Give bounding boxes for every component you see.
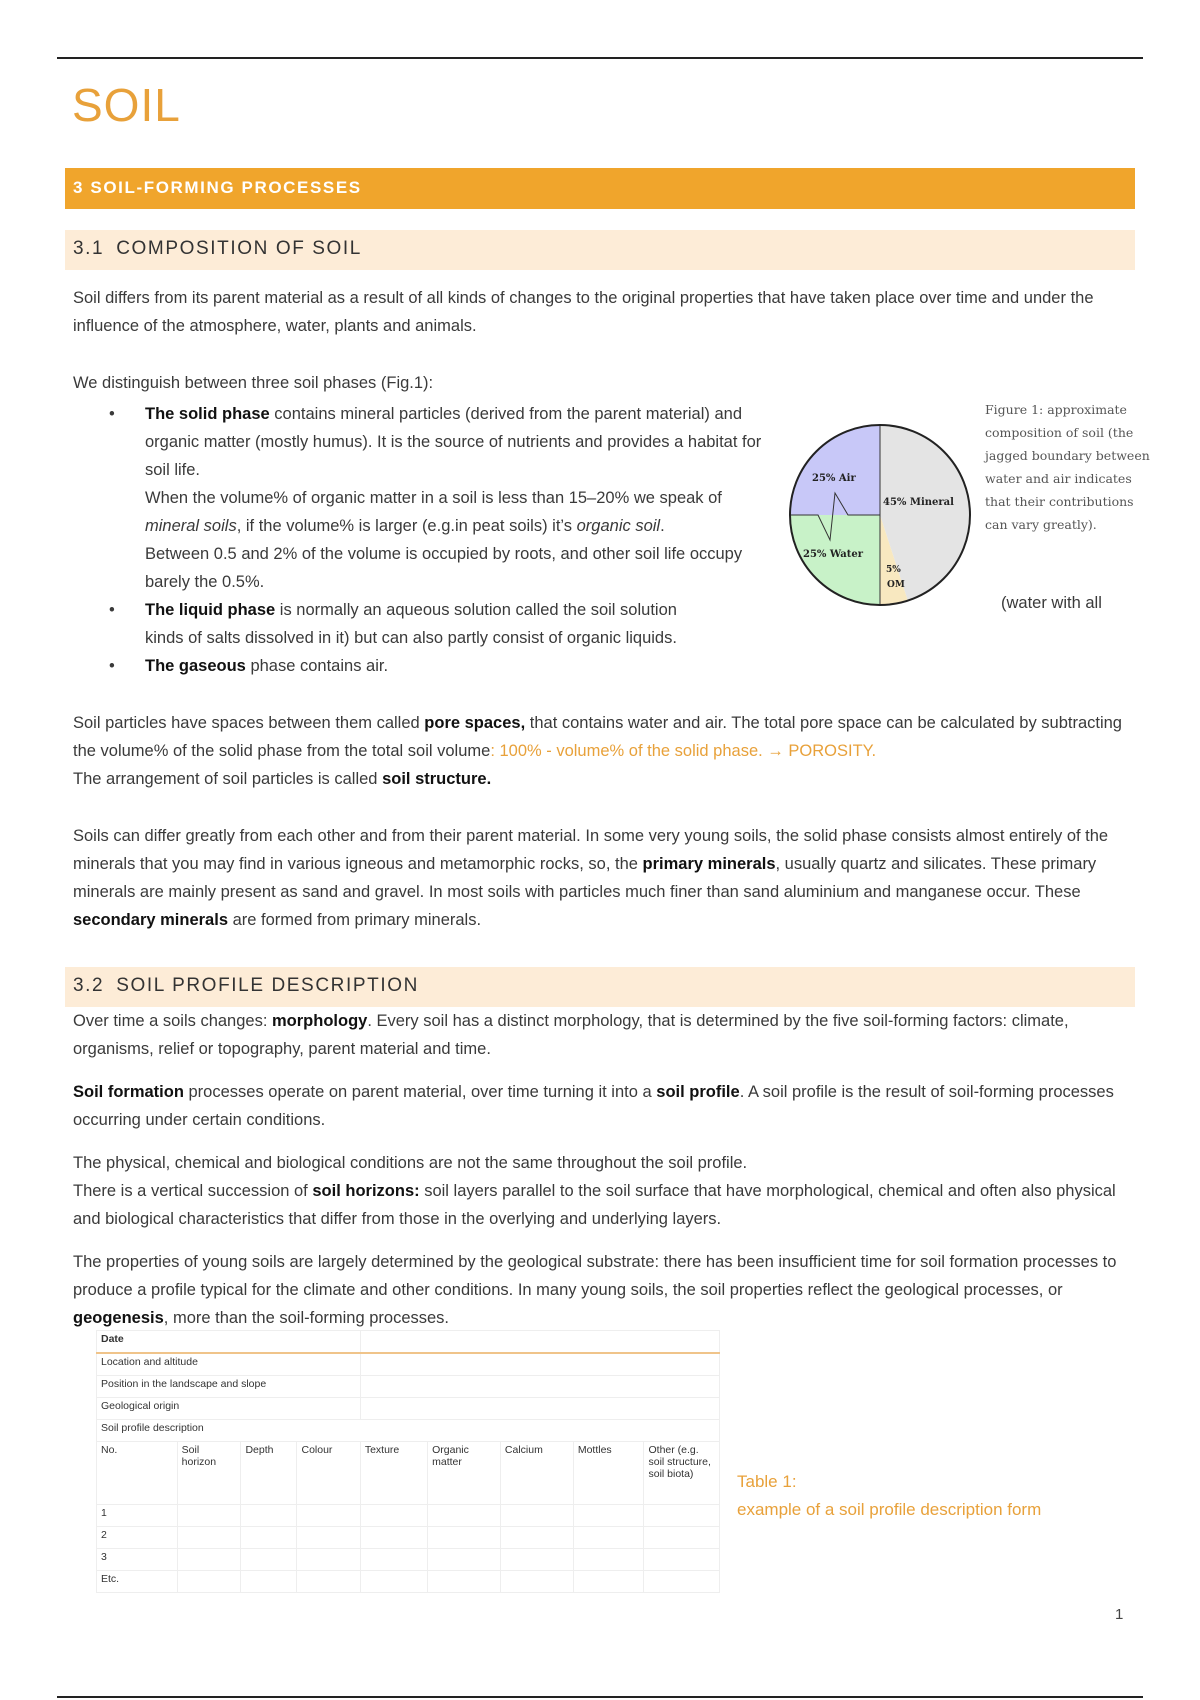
column-header: Organic matter [428, 1442, 501, 1505]
table-cell [360, 1571, 427, 1593]
liquid-phase-float-text: (water with all [1001, 594, 1102, 612]
gaseous-phase-text: phase contains air. [245, 657, 389, 675]
soil-formation-paragraph [73, 1078, 1133, 1134]
section-number: 3.2 [73, 975, 105, 996]
table-row [97, 1353, 720, 1376]
solid-phase-text: contains mineral particles (derived from the parent material) and organic matter (mostly humus). It is the source of nutrients and provides a habitat for soil life. [145, 405, 762, 479]
pore-spaces-term: pore spaces, [424, 714, 526, 732]
table-caption-title: Table 1: [737, 1472, 797, 1491]
morphology-text-b: . Every soil has a distinct morphology, that is determined by the five soil-forming factors: climate, organisms, relief or topography, parent material and time. [73, 1012, 1069, 1058]
morphology-term: morphology [272, 1012, 368, 1030]
column-header: No. [97, 1442, 178, 1505]
liquid-phase-term: The liquid phase [145, 601, 276, 619]
chapter-banner: 3 SOIL-FORMING PROCESSES [65, 168, 1135, 209]
bullet-icon: • [109, 657, 115, 675]
liquid-phase-text-2: kinds of salts dissolved in it) but can also partly consist of organic liquids. [145, 629, 677, 647]
table-cell [573, 1527, 644, 1549]
table-header-row [97, 1442, 720, 1505]
young-soils-paragraph [73, 1248, 1133, 1332]
table-cell [177, 1571, 241, 1593]
table-cell [500, 1505, 573, 1527]
column-header: Colour [297, 1442, 360, 1505]
secondary-minerals-term: secondary minerals [73, 911, 228, 929]
table-cell [644, 1571, 720, 1593]
table-row [97, 1571, 720, 1593]
solid-phase-text-3: Between 0.5 and 2% of the volume is occupied by roots, and other soil life occupy barely the 0.5%. [145, 545, 743, 591]
intro-paragraph: Soil differs from its parent material as a result of all kinds of changes to the original properties that have taken place over time and under the influence of the atmosphere, water, plants and animals. [73, 289, 1094, 335]
table-cell [177, 1505, 241, 1527]
table-cell [500, 1527, 573, 1549]
table-cell [241, 1505, 297, 1527]
page-number: 1 [1115, 1606, 1124, 1623]
pie-label-air: 25% Air [812, 473, 856, 484]
section-number: 3.1 [73, 238, 105, 259]
table-cell [297, 1571, 360, 1593]
table-cell [177, 1527, 241, 1549]
young-soils-text-b: , more than the soil-forming processes. [163, 1309, 450, 1327]
section-heading-profile [65, 967, 1135, 1007]
table-row [97, 1420, 720, 1442]
soil-phases-list [105, 400, 765, 680]
table-cell [573, 1505, 644, 1527]
young-soils-text-a: The properties of young soils are largely determined by the geological substrate: there has been insufficient time for soil formation processes to produce a profile typical for the climate and other conditions. In many young soils, the soil properties reflect the geological processes, or [73, 1253, 1117, 1299]
gaseous-phase-term: The gaseous [145, 657, 246, 675]
table-cell [428, 1527, 501, 1549]
soil-formation-text-a: processes operate on parent material, over time turning it into a [183, 1083, 657, 1101]
figure-caption: Figure 1: approximate composition of soil (the jagged boundary between water and air indicates that their contributions can vary greatly). [985, 402, 1150, 532]
primary-minerals-term: primary minerals [642, 855, 776, 873]
morphology-paragraph [73, 1007, 1133, 1063]
table-caption-text: example of a soil profile description form [737, 1500, 1042, 1519]
table-cell [573, 1549, 644, 1571]
pie-label-om-pct: 5% [886, 565, 901, 575]
horizons-paragraph [73, 1149, 1133, 1233]
minerals-text-b: , usually quartz and silicates. These primary minerals are mainly present as sand and gravel. In most soils with particles much finer than sand aluminium and manganese occur. These [73, 855, 1097, 901]
table-row [97, 1398, 720, 1420]
horizons-text-a: There is a vertical succession of [73, 1182, 313, 1200]
column-header: Calcium [500, 1442, 573, 1505]
column-header: Texture [360, 1442, 427, 1505]
table-cell [644, 1505, 720, 1527]
top-rule [57, 57, 1143, 59]
column-header: Depth [241, 1442, 297, 1505]
table-row [97, 1527, 720, 1549]
table-cell [360, 1549, 427, 1571]
table-cell [297, 1549, 360, 1571]
table-caption [737, 1468, 1041, 1524]
table-cell [360, 1353, 719, 1376]
table-cell: Location and altitude [97, 1353, 361, 1376]
table-cell: 2 [97, 1527, 178, 1549]
column-header: Soil horizon [177, 1442, 241, 1505]
soil-structure-term: soil structure. [382, 770, 492, 788]
pie-slice-air [790, 425, 880, 515]
table-row [97, 1505, 720, 1527]
soil-profile-term: soil profile [656, 1083, 740, 1101]
liquid-phase-text: is normally an aqueous solution called the soil solution [275, 601, 677, 619]
table-cell [573, 1571, 644, 1593]
pie-label-water: 25% Water [803, 549, 863, 560]
table-cell [500, 1571, 573, 1593]
soil-formation-term: Soil formation [73, 1083, 184, 1101]
table-cell [360, 1331, 719, 1354]
table-cell [428, 1505, 501, 1527]
section-heading-composition [65, 230, 1135, 270]
soil-profile-form-table [96, 1330, 720, 1593]
table-cell [297, 1527, 360, 1549]
list-item-gaseous-phase [105, 652, 765, 680]
column-header: Mottles [573, 1442, 644, 1505]
table-cell [500, 1549, 573, 1571]
structure-text: The arrangement of soil particles is called [73, 770, 383, 788]
table-cell: Etc. [97, 1571, 178, 1593]
pie-slice-water [790, 515, 880, 605]
bottom-rule [57, 1696, 1143, 1698]
solid-phase-text-2: When the volume% of organic matter in a soil is less than 15–20% we speak of [145, 489, 722, 507]
phases-lead: We distinguish between three soil phases (Fig.1): [73, 374, 434, 392]
table-cell: 1 [97, 1505, 178, 1527]
table-cell [177, 1549, 241, 1571]
table-cell [360, 1505, 427, 1527]
table-row [97, 1331, 720, 1354]
minerals-text-a: Soils can differ greatly from each other and from their parent material. In some very young soils, the solid phase consists almost entirely of the minerals that you may find in various igneous and metamorphic rocks, so, the [73, 827, 1109, 873]
minerals-text-c: are formed from primary minerals. [228, 911, 482, 929]
table-cell [360, 1398, 719, 1420]
table-row [97, 1549, 720, 1571]
table-cell [241, 1527, 297, 1549]
porosity-formula: : 100% - volume% of the solid phase. → POROSITY. [490, 742, 877, 760]
table-cell [241, 1571, 297, 1593]
soil-horizons-term: soil horizons: [312, 1182, 420, 1200]
table-cell [644, 1549, 720, 1571]
table-cell: Soil profile description [97, 1420, 720, 1442]
column-header: Other (e.g. soil structure, soil biota) [644, 1442, 720, 1505]
table-cell [360, 1376, 719, 1398]
section-title: COMPOSITION OF SOIL [116, 238, 362, 259]
pore-text-b: that contains water and air. The total pore space can be calculated by subtracting the volume% of the solid phase from the total soil volume [73, 714, 1122, 760]
table-cell [644, 1527, 720, 1549]
table-cell: 3 [97, 1549, 178, 1571]
organic-soil-term: organic soil [576, 517, 661, 535]
list-item-liquid-phase [105, 596, 765, 652]
pore-space-paragraph [73, 709, 1133, 793]
pie-label-mineral: 45% Mineral [883, 497, 954, 508]
table-cell: Position in the landscape and slope [97, 1376, 361, 1398]
solid-phase-term: The solid phase [145, 405, 270, 423]
table-cell [297, 1505, 360, 1527]
list-item-solid-phase [105, 400, 765, 596]
table-cell [360, 1527, 427, 1549]
soil-composition-pie-chart [780, 415, 985, 620]
solid-phase-text-2c: . [660, 517, 665, 535]
table-row [97, 1376, 720, 1398]
minerals-paragraph [73, 822, 1133, 934]
pore-text-a: Soil particles have spaces between them called [73, 714, 425, 732]
soil-formation-text-b: . A soil profile is the result of soil-forming processes occurring under certain conditions. [73, 1083, 1114, 1129]
table-cell [428, 1549, 501, 1571]
solid-phase-text-2b: , if the volume% is larger (e.g.in peat soils) it’s [236, 517, 577, 535]
pie-label-om: OM [887, 580, 905, 590]
horizons-text-b: soil layers parallel to the soil surface that have morphological, chemical and often also physical and biological characteristics that differ from those in the overlying and underlying layers. [73, 1182, 1116, 1228]
table-cell [428, 1571, 501, 1593]
bullet-icon: • [109, 601, 115, 619]
morphology-text-a: Over time a soils changes: [73, 1012, 272, 1030]
conditions-text: The physical, chemical and biological conditions are not the same throughout the soil profile. [73, 1154, 748, 1172]
geogenesis-term: geogenesis [73, 1309, 164, 1327]
table-cell [241, 1549, 297, 1571]
table-cell: Date [97, 1331, 361, 1354]
mineral-soils-term: mineral soils [145, 517, 237, 535]
table-cell: Geological origin [97, 1398, 361, 1420]
bullet-icon: • [109, 405, 115, 423]
section-title: SOIL PROFILE DESCRIPTION [116, 975, 419, 996]
document-title: SOIL [72, 79, 181, 131]
